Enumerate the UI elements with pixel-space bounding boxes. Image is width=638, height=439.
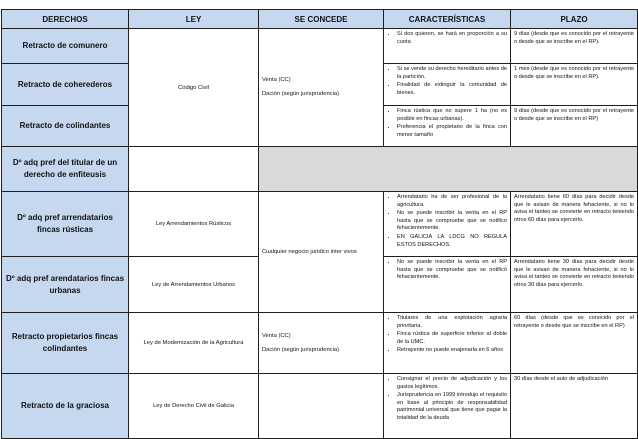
plazo-cell: 30 días desde el auto de adjudicación — [511, 374, 638, 439]
table-row — [2, 147, 638, 192]
derecho-cell: Retracto de coherederos — [2, 64, 129, 106]
plazo-cell: 9 días (desde que es conocido por el retrayente o desde que se inscribe en el RP). — [511, 29, 638, 64]
header-ley: LEY — [129, 10, 259, 29]
derecho-cell: Retracto de colindantes — [2, 106, 129, 147]
derecho-cell: Retracto de comunero — [2, 29, 129, 64]
caracteristicas-cell: • Finca rústica que no supere 1 ha (no es posible en fincas urbanas). • Preferencia el propietario de la finca con menor tamaño — [384, 106, 511, 147]
caracteristicas-cell: • Arrendatario ha de ser profesional de la agricultura. • No se puede inscribir la venta en el RP hasta que se compruebe que se notifico fehacientemente. • EN GALICIA LA LDCG NO REGULA ESTOS DERECHOS. — [384, 192, 511, 257]
ley-cell: Ley Arrendamientos Rústicos — [129, 192, 259, 257]
ley-cell: Ley de Arrendamientos Urbanos — [129, 257, 259, 313]
derecho-cell: Retracto de la graciosa — [2, 374, 129, 439]
se-concede-cell: Venta (CC) Dación (según jurisprudencia) — [259, 313, 384, 374]
ley-cell: Código Civil — [129, 29, 259, 147]
se-concede-cell: Venta (CC) Dación (según jurisprudencia) — [259, 29, 384, 147]
table-row — [2, 313, 638, 374]
caracteristicas-cell: • Si se vende su derecho hereditario antes de la partición. • Finalidad de extinguir la comunidad de bienes. — [384, 64, 511, 106]
se-concede-cell: Cualquier negocio jurídico inter vivos — [259, 192, 384, 313]
header-row — [2, 10, 638, 29]
caracteristicas-cell: • Consignar el precio de adjudicación y los gastos legítimos. • Jurisprudencia en 1999 introdujo el requisito en base al principio de responsabilidad patrimonial universal que tiene que pagar la totalidad de la deuda — [384, 374, 511, 439]
table-row — [2, 192, 638, 257]
plazo-cell: 60 días (desde que es conocido por el retrayente o desde que se inscribe en el RP) — [511, 313, 638, 374]
plazo-cell: 1 mes (desde que es conocido por el retrayente o desde que se inscribe en el RP). — [511, 64, 638, 106]
empty-gray-cell — [259, 147, 638, 192]
plazo-cell: Arrendatario tiene 30 días para decidir desde que le avisan de manera fehaciente, si no lo avisa el tanteo se convierte en retracto teniendo otros 30 días para ejercerlo. — [511, 257, 638, 313]
caracteristicas-cell: • Titulares de una explotación agraria prioritaria. • Finca rústica de superficie inferior al doble de la UMC. • Retrayente no puede enajenarla en 6 años — [384, 313, 511, 374]
caracteristicas-cell: • No se puede inscribir la venta en el RP hasta que se compruebe que se notificó fehacientemente. — [384, 257, 511, 313]
ley-cell: Ley de Derecho Civil de Galicia — [129, 374, 259, 439]
se-concede-cell-empty — [259, 374, 384, 439]
legal-rights-table — [1, 9, 638, 439]
header-caracteristicas: CARACTERÍSTICAS — [384, 10, 511, 29]
derecho-cell: Retracto propietarios fincas colindantes — [2, 313, 129, 374]
plazo-cell: 9 días (desde que es conocido por el retrayente o desde que se inscribe en el RP) — [511, 106, 638, 147]
derecho-cell: Dº adq pref del titular de un derecho de enfiteusis — [2, 147, 129, 192]
ley-cell: Ley de Modernización de la Agricultura — [129, 313, 259, 374]
ley-cell-empty — [129, 147, 259, 192]
derecho-cell: Dº adq pref arrendatarios fincas rústicas — [2, 192, 129, 257]
header-se-concede: SE CONCEDE — [259, 10, 384, 29]
header-derechos: DERECHOS — [2, 10, 129, 29]
table-row — [2, 374, 638, 439]
plazo-cell: Arrendatario tiene 60 días para decidir desde que le avisan de manera fehaciente, si no lo avisa el tanteo se convierte en retracto teniendo otros 60 días para ejercerlo. — [511, 192, 638, 257]
header-plazo: PLAZO — [511, 10, 638, 29]
caracteristicas-cell: • Si dos quieren, se hará en proporción a su cuota — [384, 29, 511, 64]
table-row — [2, 29, 638, 64]
derecho-cell: Dº adq pref arendatarios fincas urbanas — [2, 257, 129, 313]
